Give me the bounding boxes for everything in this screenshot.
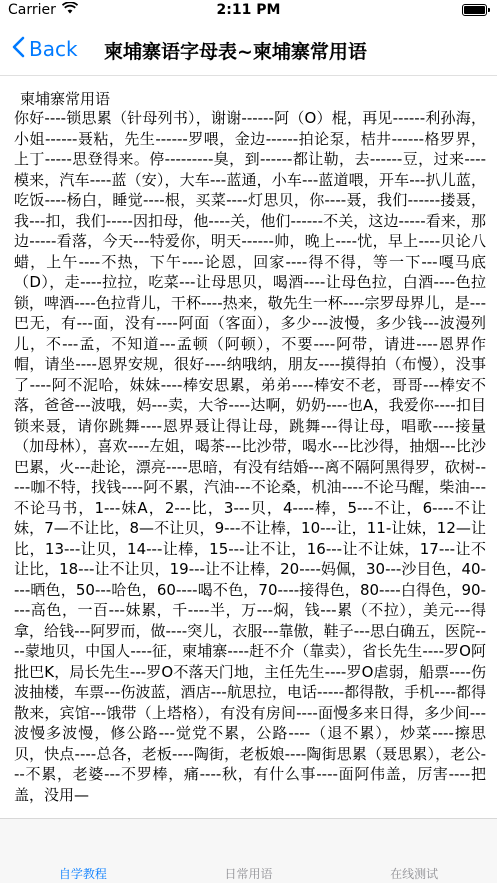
tab-self-study[interactable]: 自学教程 xyxy=(58,867,107,881)
back-label: Back xyxy=(29,37,78,61)
status-bar xyxy=(0,0,497,24)
back-button[interactable] xyxy=(12,34,78,64)
tab-daily-phrases[interactable]: 日常用语 xyxy=(224,867,273,881)
status-time: 2:11 PM xyxy=(216,2,281,18)
chevron-left-icon xyxy=(12,36,25,62)
content-heading: 柬埔寨常用语 xyxy=(20,90,111,108)
tab-bar xyxy=(0,818,497,883)
phrase-list-text: 你好----锁思累（针母列书），谢谢------阿（O）棍，再见------利孙海，小姐------聂粘，先生------罗喂，金边------拍论泵，桔井------格罗界，上丁-----思登得来。停---------臭，到------都让勒，去------豆，过来----模来，汽车----蓝（安），大车---蓝通，小车---蓝道喂，开车---扒儿蓝，吃饭----杨白，睡觉----根，买菜----灯思贝，你----聂，我们------搂聂，我---扣，我们-----因扣母，他----关，他们------不关，这边-----看来，那边-----看落，今天---特爱你，明天------帅，晚上----忧，早上----贝论八蜡，上午----不热，下午----论恩，回家----得不得，等一下---嘎马底（D），走----拉拉，吃菜---让母思贝，喝酒----让母色拉，白酒----色拉锁，啤酒----色拉背儿，干杯----热来，敬先生一杯----宗罗母界儿，是---巴无，有---面，没有----阿面（客面），多少---波慢，多少钱---波漫列儿，不---孟，不知道---孟顿（阿顿），不要----阿带，请进----恩界作帽，请坐----恩界安规，很好----纳哦纳，朋友----摸得拍（布慢），没事了----阿不泥哈，妹妹----棒安思累，弟弟----棒安不老，哥哥---棒安不落，爸爸---波哦，妈---卖，大爷----达啊，奶奶----也A，我爱你----扣目锁来聂，请你跳舞----恩界聂让得让母，跳舞---得让母，唱歌----接量（加母林），喜欢----左姐，喝茶---比沙带，喝水---比沙得，抽烟---比沙巴累，火---赴论，漂亮----思暗，有没有结婚---离不隔阿黑得罗，砍树-----咖不特，找钱----阿不累，汽油---不论桑，机油----不论马醒，柴油---不论马书，1---妹A，2---比，3---贝，4----棒，5---不让，6----不让妹，7—不让比，8—不让贝，9---不让棒，10---让，11-让妹，12—让比，13---让贝，14---让棒，15---让不让，16---让不让妹，17---让不让比，18---让不让贝，19---让不让棒，20----妈佩，30---沙目色，40----晒色，50---哈色，60----喝不色，70----接得色，80----白得色，90----高色，一百---妹累，千----半，万---焖，钱---累（不拉），美元---得拿，给钱---阿罗而，做----突儿，衣服---靠傲，鞋子---思白确五，医院----蒙地贝，中国人----征，柬埔寨----赶不介（靠卖），省长先生----罗O阿批巴K，局长先生---罗O不落天门地，主任先生----罗O虐弱，船票----伤波抽楼，车票---伤波蓝，酒店---航思拉，电话-----都得散，手机----都得散来，宾馆---饿带（上塔格），有没有房间----面慢多来日得，多少间---波慢多波慢，修公路---觉党不累，公路----（退不累），炒菜----擦思贝，快点----总各，老板----陶街，老板娘----陶街思累（聂思累），老公---不累，老婆---不罗棒，痛----秋，有什么事----面阿伟盖，厉害----把盖，没用— xyxy=(14,109,486,804)
navigation-bar xyxy=(0,24,497,76)
page-title: 柬埔寨语字母表~柬埔寨常用语 xyxy=(104,41,367,63)
carrier-label: Carrier xyxy=(8,2,56,18)
battery-icon xyxy=(462,4,487,16)
content-scroll-area[interactable] xyxy=(14,90,486,815)
tab-online-test[interactable]: 在线测试 xyxy=(390,867,439,881)
